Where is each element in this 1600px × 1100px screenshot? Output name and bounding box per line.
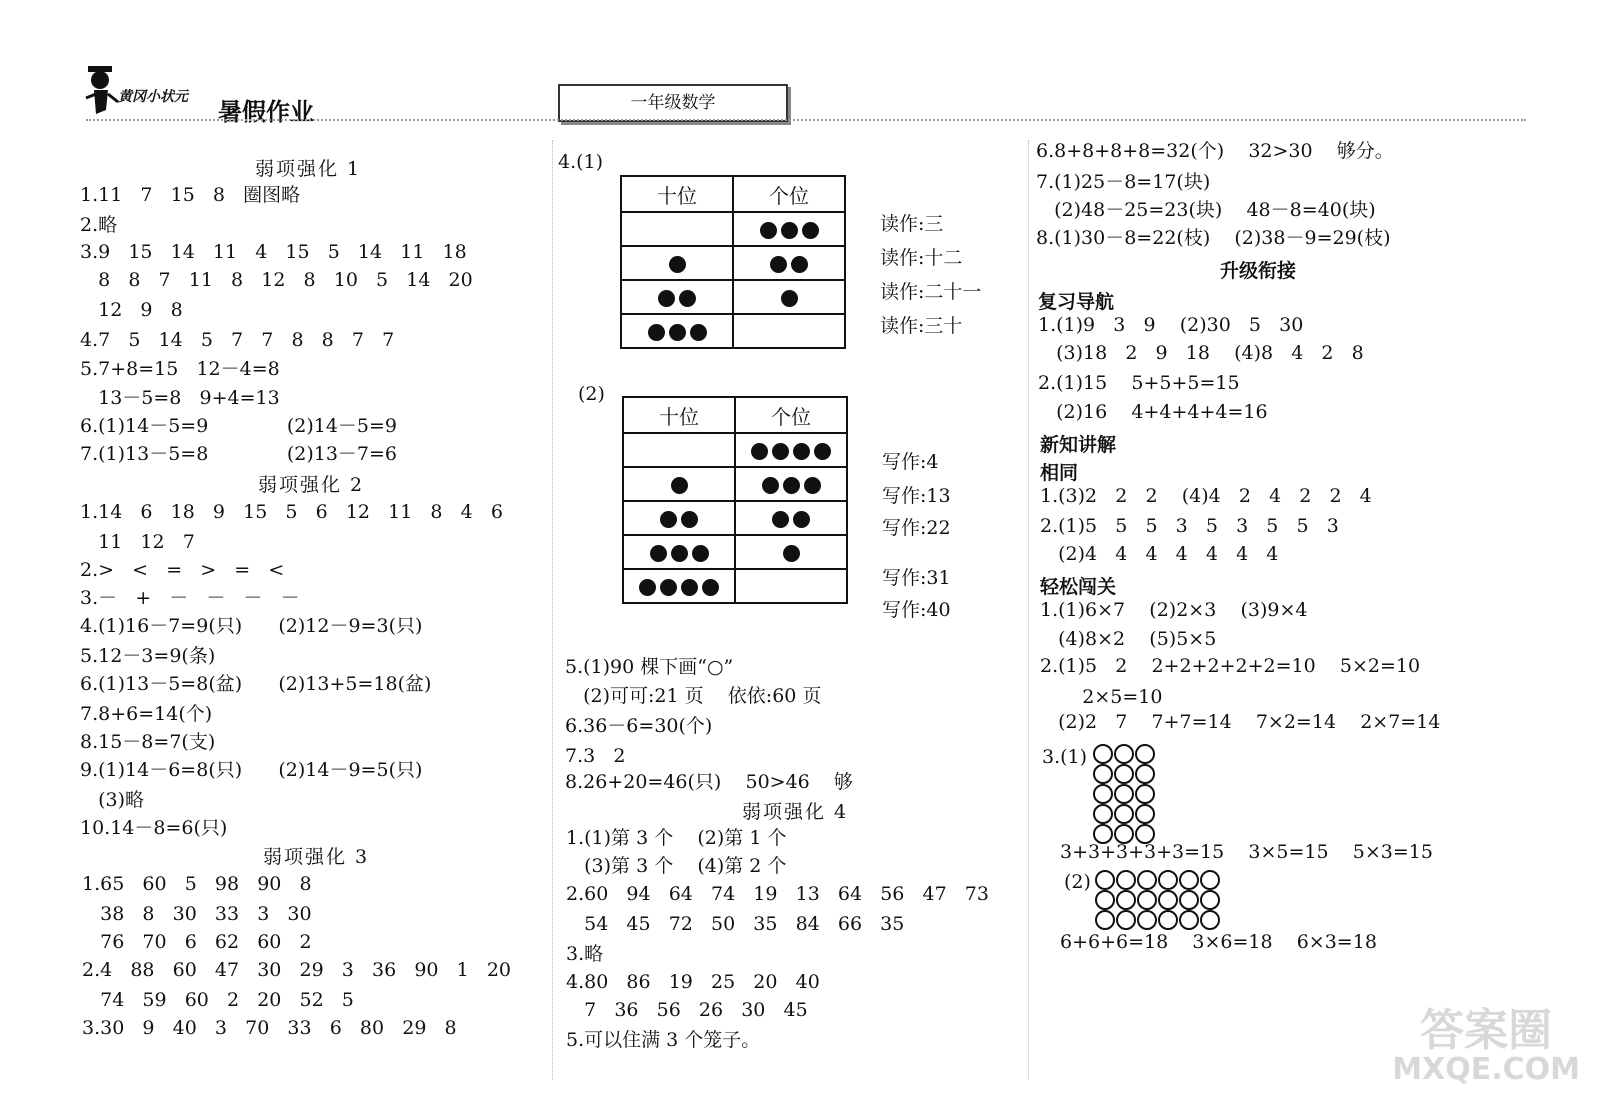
answer-line: 8.26+20=46(只) 50>46 够 [565, 771, 853, 793]
answer-line: 8 8 7 11 8 12 8 10 5 14 20 [80, 269, 473, 291]
counter-dot [793, 443, 810, 460]
newknow-title: 新知讲解 [1040, 434, 1117, 456]
answer-line: 10.14－8=6(只) [80, 817, 228, 839]
answer-line: 读作:三十 [880, 315, 963, 337]
answer-line: 38 8 30 33 3 30 [82, 903, 312, 925]
answer-line: 2.60 94 64 74 19 13 64 56 47 73 [566, 883, 989, 905]
answer-line: 7.8+6=14(个) [80, 703, 213, 725]
grade-label: 一年级数学 [630, 93, 716, 113]
answer-line: 1.14 6 18 9 15 5 6 12 11 8 4 6 [80, 501, 503, 523]
circle-mark [1135, 764, 1155, 784]
circle-mark [1158, 890, 1178, 910]
review-title: 复习导航 [1038, 291, 1115, 313]
counter-dot [793, 511, 810, 528]
answer-line: 6.(1)14－5=9 (2)14－5=9 [80, 415, 398, 437]
ones-cell [733, 314, 845, 348]
grade-box [558, 84, 788, 122]
counter-dot [783, 545, 800, 562]
answer-line: 8.15－8=7(支) [80, 731, 216, 753]
answer-line: 12 9 8 [80, 299, 183, 321]
answer-line: 4.(1)16－7=9(只) (2)12－9=3(只) [80, 615, 423, 637]
ones-cell [733, 212, 845, 246]
brand-text: 黄冈小状元 [118, 89, 188, 105]
answer-line: 1.(3)2 2 2 (4)4 2 4 2 2 4 [1040, 485, 1372, 507]
answer-line: 54 45 72 50 35 84 66 35 [566, 913, 905, 935]
table-row [623, 569, 847, 603]
column-divider-2 [1028, 140, 1029, 1080]
answer-line: 8.(1)30－8=22(枝) (2)38－9=29(枝) [1036, 227, 1391, 249]
tens-cell [623, 501, 735, 535]
counter-dot [770, 256, 787, 273]
answer-line: 写作:13 [882, 485, 951, 507]
counter-dot [783, 477, 800, 494]
counter-dot [762, 477, 779, 494]
circle-mark [1114, 764, 1134, 784]
counter-dot [639, 579, 656, 596]
answer-line: 1.11 7 15 8 圈图略 [80, 184, 301, 206]
circle-mark [1179, 890, 1199, 910]
tens-cell [621, 246, 733, 280]
answer-line: (3)略 [80, 789, 145, 811]
upgrade-title: 升级衔接 [1220, 260, 1297, 282]
circle-mark [1135, 744, 1155, 764]
counter-dot [791, 256, 808, 273]
watermark-bottom: MXQE.COM [1392, 1052, 1580, 1087]
answer-line: 5.12－3=9(条) [80, 645, 216, 667]
circle-mark [1179, 870, 1199, 890]
counter-dot [650, 545, 667, 562]
q4-1-label: 4.(1) [558, 151, 604, 173]
ones-cell [735, 501, 847, 535]
tens-cell [621, 280, 733, 314]
tens-cell [623, 433, 735, 467]
circle-mark [1116, 910, 1136, 930]
counter-dot [772, 443, 789, 460]
counter-dot [692, 545, 709, 562]
counter-dot [702, 579, 719, 596]
circle-mark [1114, 804, 1134, 824]
tens-cell [623, 535, 735, 569]
counter-dot [660, 579, 677, 596]
answer-line: 读作:三 [880, 213, 944, 235]
circle-grid-2 [1094, 870, 1220, 930]
counter-dot [660, 511, 677, 528]
counter-dot [804, 477, 821, 494]
easy-title: 轻松闯关 [1040, 576, 1117, 598]
answer-line: 5.可以住满 3 个笼子。 [566, 1029, 761, 1051]
answer-line: 7.3 2 [565, 745, 626, 767]
circle-mark [1095, 910, 1115, 930]
column-divider-1 [552, 140, 553, 1080]
answer-line: (2)16 4+4+4+4=16 [1038, 401, 1268, 423]
ones-cell [733, 246, 845, 280]
answer-line: (3)18 2 9 18 (4)8 4 2 8 [1038, 342, 1364, 364]
circle-mark [1093, 784, 1113, 804]
q4-2-label: (2) [578, 383, 605, 405]
table-row [621, 280, 845, 314]
answer-line: 9.(1)14－6=8(只) (2)14－9=5(只) [80, 759, 423, 781]
answer-line: 2×5=10 [1040, 686, 1163, 708]
answer-line: 7 36 56 26 30 45 [566, 999, 808, 1021]
answer-line: 13－5=8 9+4=13 [80, 387, 280, 409]
counter-dot [658, 290, 675, 307]
answer-line: 2.> < = > = < [80, 559, 285, 581]
tens-header: 十位 [623, 397, 735, 433]
tens-header: 十位 [621, 176, 733, 212]
table-row [621, 212, 845, 246]
q3-2-label: (2) [1064, 871, 1091, 893]
counter-dot [681, 511, 698, 528]
answer-line: 76 70 6 62 60 2 [82, 931, 312, 953]
answer-line: 6.(1)13－5=8(盆) (2)13+5=18(盆) [80, 673, 432, 695]
section-title-2: 弱项强化 2 [258, 474, 365, 496]
answer-line: 3.－ + － － － － [80, 587, 300, 609]
answer-line: 6.8+8+8+8=32(个) 32>30 够分。 [1036, 140, 1394, 162]
answer-line: 2.(1)15 5+5+5=15 [1038, 372, 1240, 394]
answer-line: 1.(1)第 3 个 (2)第 1 个 [566, 827, 787, 849]
circle-mark [1137, 910, 1157, 930]
ones-header: 个位 [733, 176, 845, 212]
section-title-1: 弱项强化 1 [255, 158, 362, 180]
tens-cell [621, 212, 733, 246]
ones-header: 个位 [735, 397, 847, 433]
same-title: 相同 [1040, 462, 1079, 484]
counter-dot [669, 324, 686, 341]
circle-mark [1179, 910, 1199, 930]
counter-dot [802, 222, 819, 239]
counter-dot [690, 324, 707, 341]
answer-line: 写作:31 [882, 567, 951, 589]
answer-line: (4)8×2 (5)5×5 [1040, 628, 1217, 650]
header-divider [86, 119, 1526, 121]
q3-1-label: 3.(1) [1042, 746, 1088, 768]
circle-mark [1200, 890, 1220, 910]
counter-dot [669, 256, 686, 273]
ones-cell [735, 433, 847, 467]
circle-grid-1 [1092, 744, 1155, 844]
counter-dot [781, 222, 798, 239]
answer-line: 6.36－6=30(个) [565, 715, 713, 737]
answer-line: 1.(1)9 3 9 (2)30 5 30 [1038, 314, 1304, 336]
ones-cell [735, 535, 847, 569]
place-value-table-2 [622, 396, 848, 604]
answer-line: 写作:22 [882, 517, 951, 539]
watermark [1392, 1005, 1580, 1087]
answer-line: 7.(1)13－5=8 (2)13－7=6 [80, 443, 398, 465]
table-row [623, 535, 847, 569]
answer-line: 2.略 [80, 214, 118, 236]
answer-line: 2.4 88 60 47 30 29 3 36 90 1 20 [82, 959, 511, 981]
counter-dot [814, 443, 831, 460]
counter-dot [681, 579, 698, 596]
header-logo [78, 58, 218, 120]
answer-line: (2)4 4 4 4 4 4 4 [1040, 543, 1279, 565]
answer-line: (2)可可:21 页 依依:60 页 [565, 685, 822, 707]
circle-mark [1137, 870, 1157, 890]
circle-mark [1137, 890, 1157, 910]
answer-line: 写作:40 [882, 599, 951, 621]
table-row [623, 467, 847, 501]
answer-line: 1.(1)6×7 (2)2×3 (3)9×4 [1040, 599, 1308, 621]
q3-1-equation: 3+3+3+3+3=15 3×5=15 5×3=15 [1060, 841, 1433, 863]
circle-mark [1114, 784, 1134, 804]
place-value-table-1 [620, 175, 846, 349]
table-row [621, 246, 845, 280]
watermark-top: 答案圈 [1420, 1005, 1553, 1056]
counter-dot [671, 477, 688, 494]
circle-mark [1093, 804, 1113, 824]
ones-cell [733, 280, 845, 314]
answer-line: 7.(1)25－8=17(块) [1036, 171, 1211, 193]
circle-mark [1114, 744, 1134, 764]
counter-dot [648, 324, 665, 341]
section-title-3: 弱项强化 3 [263, 846, 370, 868]
counter-dot [772, 511, 789, 528]
answer-line: 74 59 60 2 20 52 5 [82, 989, 354, 1011]
circle-mark [1095, 870, 1115, 890]
tens-cell [623, 467, 735, 501]
table-row [623, 501, 847, 535]
answer-line: 1.65 60 5 98 90 8 [82, 873, 312, 895]
answer-line: 3.略 [566, 943, 604, 965]
answer-line: 读作:十二 [880, 247, 963, 269]
ones-cell [735, 569, 847, 603]
answer-line: 5.7+8=15 12－4=8 [80, 358, 280, 380]
answer-line: 4.7 5 14 5 7 7 8 8 7 7 [80, 329, 395, 351]
table-row [621, 314, 845, 348]
answer-line: (2)2 7 7+7=14 7×2=14 2×7=14 [1040, 711, 1441, 733]
circle-mark [1116, 890, 1136, 910]
q3-2-equation: 6+6+6=18 3×6=18 6×3=18 [1060, 931, 1377, 953]
answer-line: 4.80 86 19 25 20 40 [566, 971, 820, 993]
answer-line: 读作:二十一 [880, 281, 982, 303]
answer-line: (2)48－25=23(块) 48－8=40(块) [1036, 199, 1376, 221]
counter-dot [781, 290, 798, 307]
answer-line: 2.(1)5 5 5 3 5 3 5 5 3 [1040, 515, 1339, 537]
circle-mark [1200, 910, 1220, 930]
circle-mark [1158, 870, 1178, 890]
section-title-4: 弱项强化 4 [742, 801, 849, 823]
circle-mark [1116, 870, 1136, 890]
counter-dot [760, 222, 777, 239]
answer-line: 2.(1)5 2 2+2+2+2+2=10 5×2=10 [1040, 655, 1421, 677]
answer-line: (3)第 3 个 (4)第 2 个 [566, 855, 787, 877]
answer-line: 3.9 15 14 11 4 15 5 14 11 18 [80, 241, 467, 263]
answer-line: 11 12 7 [80, 531, 195, 553]
answer-line: 5.(1)90 棵下画“○” [565, 656, 734, 678]
answer-line: 写作:4 [882, 451, 939, 473]
circle-mark [1158, 910, 1178, 930]
circle-mark [1095, 890, 1115, 910]
counter-dot [751, 443, 768, 460]
page-title: 暑假作业 [218, 98, 314, 126]
answer-line: 3.30 9 40 3 70 33 6 80 29 8 [82, 1017, 457, 1039]
circle-mark [1200, 870, 1220, 890]
tens-cell [623, 569, 735, 603]
circle-mark [1135, 784, 1155, 804]
circle-mark [1093, 764, 1113, 784]
counter-dot [671, 545, 688, 562]
ones-cell [735, 467, 847, 501]
table-row [623, 433, 847, 467]
counter-dot [679, 290, 696, 307]
circle-mark [1093, 744, 1113, 764]
tens-cell [621, 314, 733, 348]
circle-mark [1135, 804, 1155, 824]
